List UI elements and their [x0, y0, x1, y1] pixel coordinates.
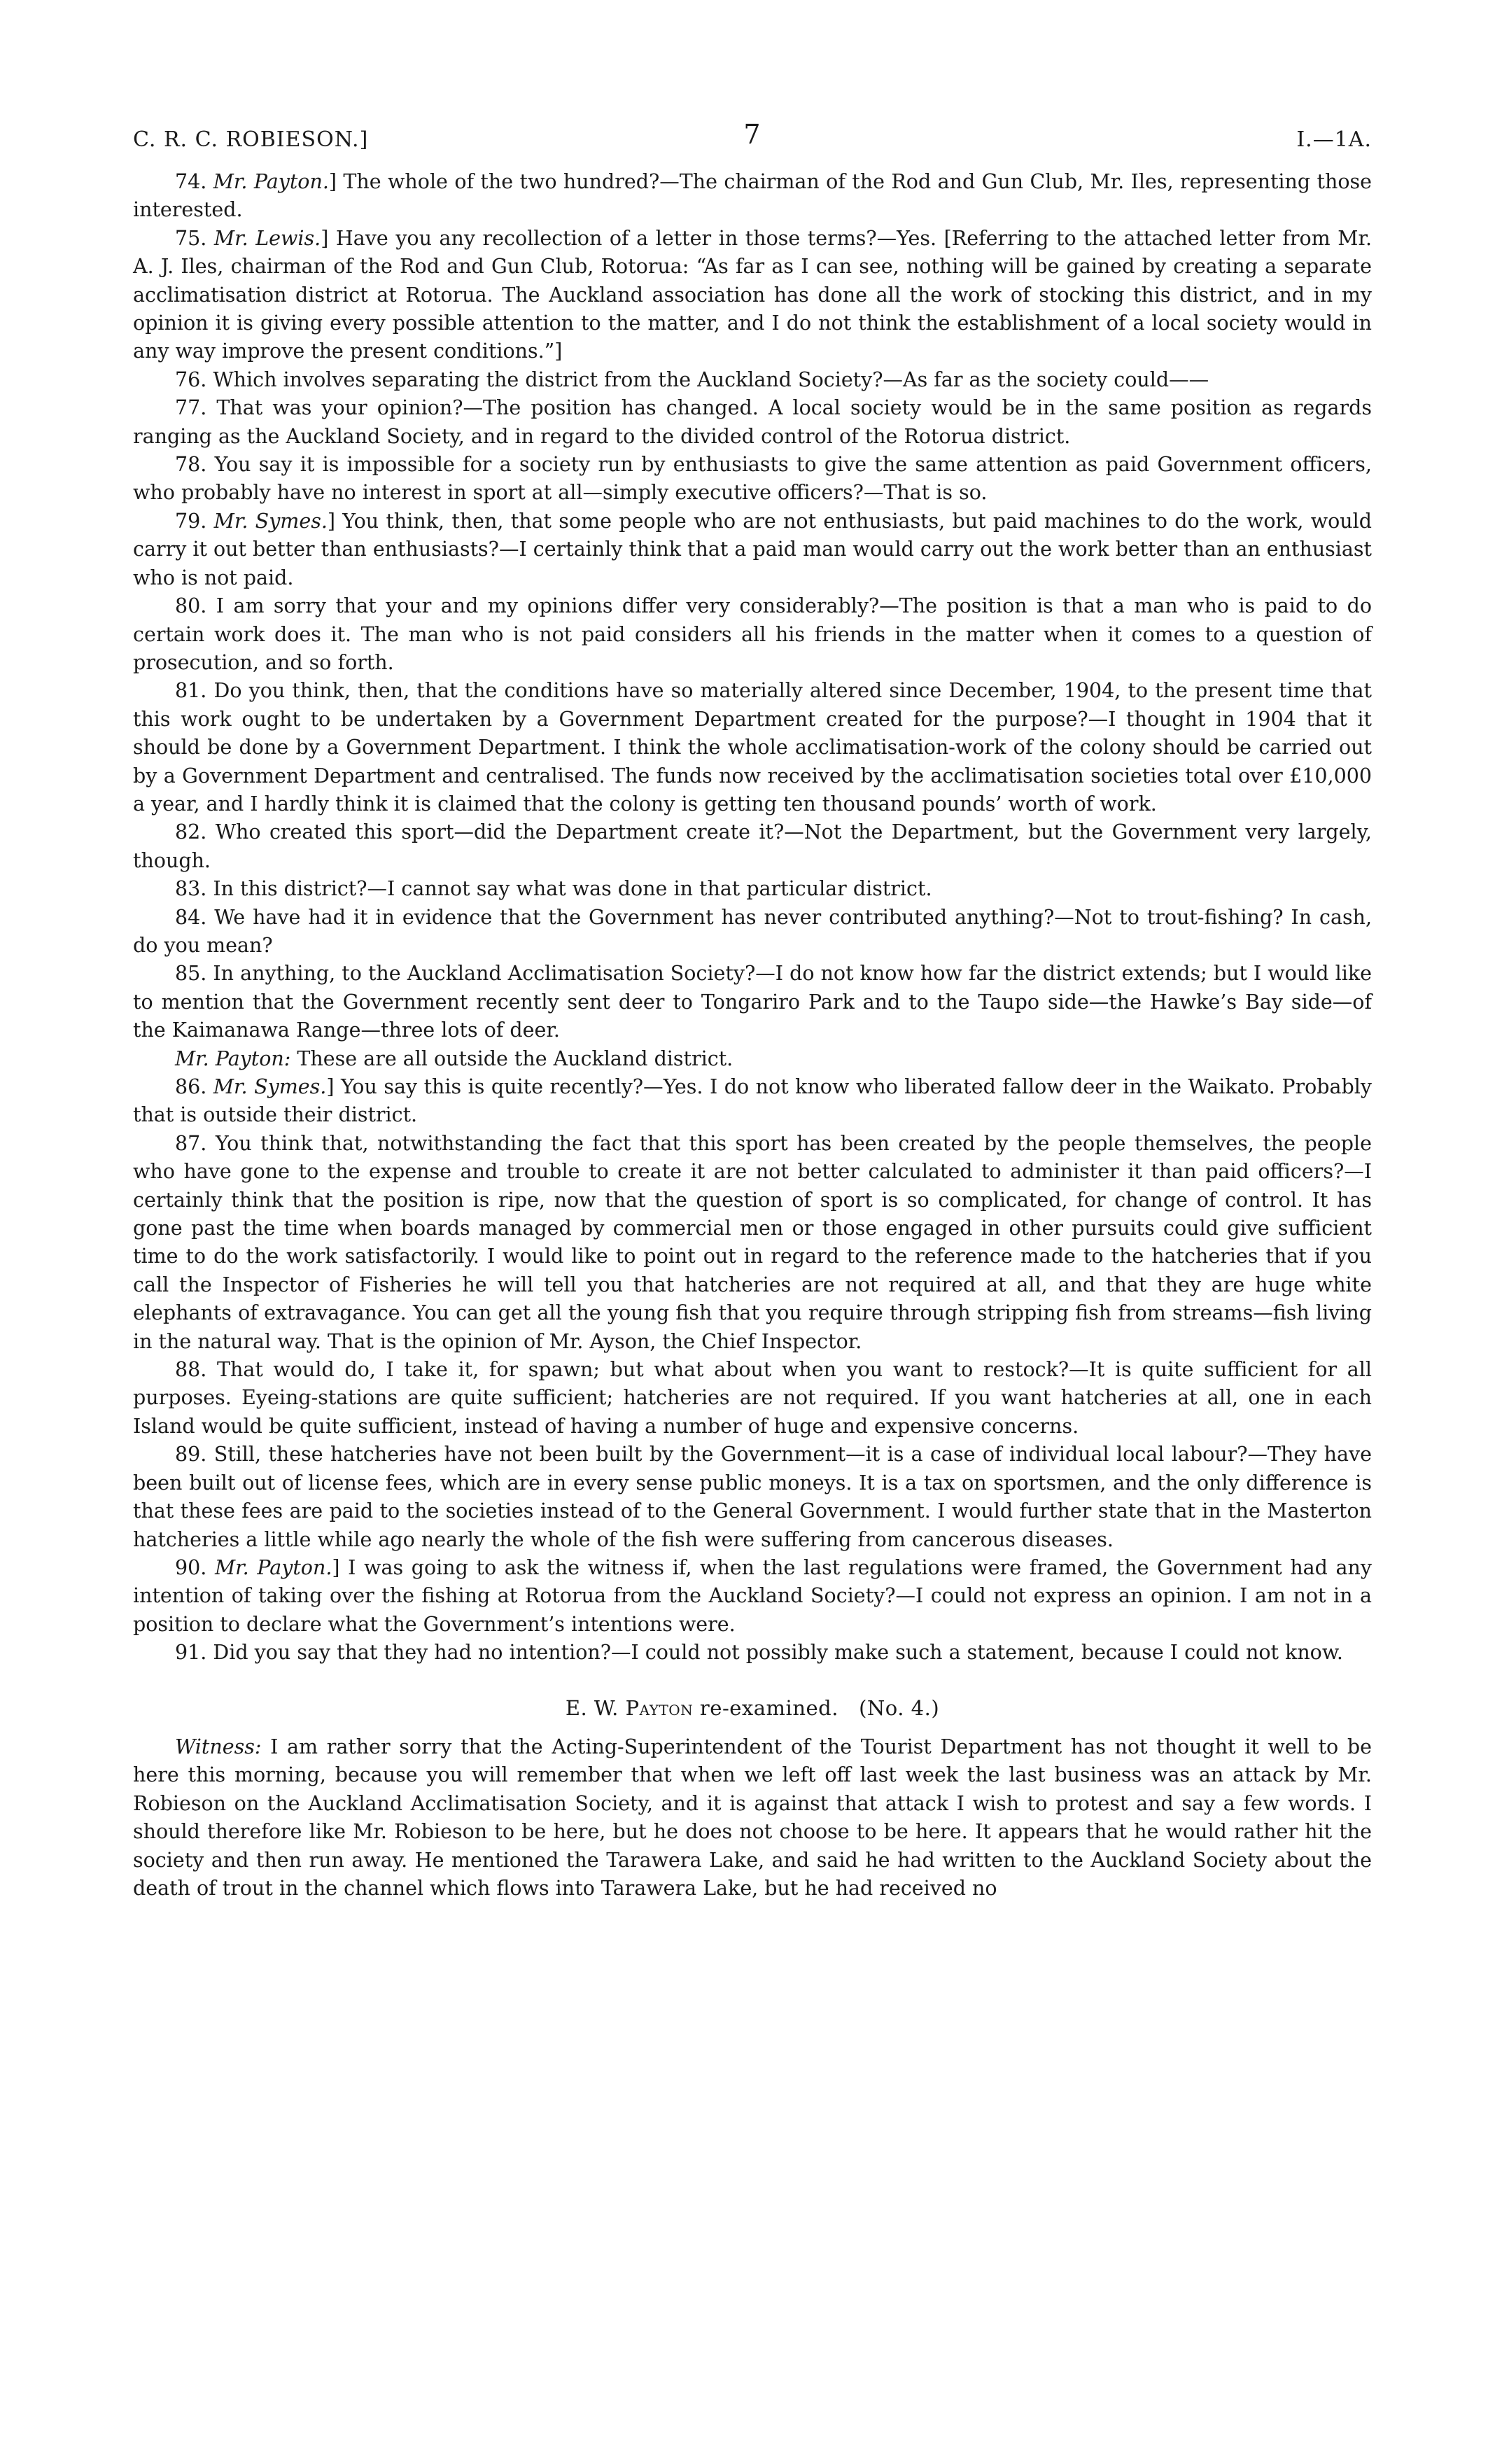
witness-surname: Payton: [625, 1695, 694, 1720]
examination-label: re-examined.: [699, 1695, 838, 1720]
speaker-label: Mr. Payton.: [213, 170, 329, 193]
question-76: 76. Which involves separating the district from the Auckland Society?—As far as the society could——: [175, 368, 1209, 391]
question-86: 86. Mr. Symes.] You say this is quite recently?—Yes. I do not know who liberated fallow deer in the Waikato. Probably that is outside their district.: [133, 1075, 1373, 1127]
question-77: 77. That was your opinion?—The position has changed. A local society would be in the same position as regards ranging as the Auckland Society, and in regard to the divided control of the Rotorua district.: [133, 396, 1372, 448]
witness-statement: Witness: I am rather sorry that the Acting-Superintendent of the Tourist Department has not thought it well to be here this morning, because you will remember that when we left off last week the last business was an attack by Mr. Robieson on the Auckland Acclimatisation Society, and it is against that attack I wish to protest and say a few words. I should therefore like Mr. Robieson to be here, but he does not choose to be here. It appears that he would rather hit the society and then run away. He mentioned the Tarawera Lake, and said he had written to the Auckland Society about the death of trout in the channel which flows into Tarawera Lake, but he had received no: [133, 1735, 1372, 1900]
question-79: 79. Mr. Symes.] You think, then, that some people who are not enthusiasts, but paid machines to do the work, would carry it out better than enthusiasts?—I certainly think that a paid man would carry out the work better than an enthusiast who is not paid.: [133, 509, 1373, 589]
witness-label: Witness:: [175, 1735, 262, 1758]
question-89: 89. Still, these hatcheries have not been built by the Government—it is a case of individual local labour?—They have been built out of license fees, which are in every sense public moneys. It is a tax on sportsmen, and the only difference is that these fees are paid to the societies instead of to the General Government. I would further state that in the Masterton hatcheries a little while ago nearly the whole of the fish were suffering from cancerous diseases.: [133, 1443, 1372, 1551]
document-page: [133, 112, 1372, 1903]
examination-number: (No. 4.): [859, 1695, 940, 1720]
question-83: 83. In this district?—I cannot say what was done in that particular district.: [175, 877, 932, 901]
speaker-label: Mr. Payton.: [214, 1555, 332, 1579]
page-number: 7: [743, 119, 761, 150]
question-91: 91. Did you say that they had no intention?—I could not possibly make such a statement, because I could not know.: [175, 1641, 1343, 1665]
question-78: 78. You say it is impossible for a society run by enthusiasts to give the same attention as paid Government officers, who probably have no interest in sport at all—simply executive officers?—That is so.: [133, 453, 1372, 505]
speaker-label: Mr. Symes.: [213, 509, 328, 533]
question-90: 90. Mr. Payton.] I was going to ask the witness if, when the last regulations were framed, the Government had any intention of taking over the fishing at Rotorua from the Auckland Society?—I could not express an opinion. I am not in a position to declare what the Government’s intentions were.: [133, 1555, 1373, 1636]
speaker-label: Mr. Payton:: [175, 1046, 291, 1070]
question-82: 82. Who created this sport—did the Department create it?—Not the Department, but the Government very largely, though.: [133, 820, 1372, 872]
speaker-label: Mr. Lewis.: [213, 226, 321, 250]
speaker-label: Mr. Symes.: [213, 1075, 327, 1098]
payton-interjection: Mr. Payton: These are all outside the Auckland district.: [175, 1046, 734, 1070]
question-80: 80. I am sorry that your and my opinions differ very considerably?—The position is that a man who is paid to do certain work does it. The man who is not paid considers all his friends in the matter when it comes to a question of prosecution, and so forth.: [133, 594, 1373, 674]
question-87: 87. You think that, notwithstanding the fact that this sport has been created by the people themselves, the people who have gone to the expense and trouble to create it are not better calculated to administer it than paid officers?—I certainly think that the position is ripe, now that the question of sport is so complicated, for change of control. It has gone past the time when boards managed by commercial men or those engaged in other pursuits could give sufficient time to do the work satisfactorily. I would like to point out in regard to the reference made to the hatcheries that if you call the Inspector of Fisheries he will tell you that hatcheries are not required at all, and that they are huge white elephants of extravagance. You can get all the young fish that you require through stripping fish from streams—fish living in the natural way. That is the opinion of Mr. Ayson, the Chief Inspector.: [133, 1131, 1373, 1353]
header-witness-name: C. R. C. ROBIESON.]: [133, 127, 369, 152]
page-header: [133, 112, 1372, 168]
document-reference: I.—1A.: [1296, 127, 1372, 152]
question-81: 81. Do you think, then, that the conditions have so materially altered since December, 1904, to the present time that this work ought to be undertaken by a Government Department created for the purpose?—I thought in 1904 that it should be done by a Government Department. I think the whole acclimatisation-work of the colony should be carried out by a Government Department and centralised. The funds now received by the acclimatisation societies total over £10,000 a year, and I hardly think it is claimed that the colony is getting ten thousand pounds’ worth of work.: [133, 679, 1372, 816]
witness-initials: E. W.: [565, 1695, 619, 1720]
section-heading: [133, 1694, 1372, 1722]
question-75: 75. Mr. Lewis.] Have you any recollection of a letter in those terms?—Yes. [Referring to the attached letter from Mr. A. J. Iles, chairman of the Rod and Gun Club, Rotorua: “As far as I can see, nothing will be gained by creating a separate acclimatisation district at Rotorua. The Auckland association has done all the work of stocking this district, and in my opinion it is giving every possible attention to the matter, and I do not think the establishment of a local society would in any way improve the present conditions.”]: [133, 226, 1373, 363]
question-88: 88. That would do, I take it, for spawn; but what about when you want to restock?—It is quite sufficient for all purposes. Eyeing-stations are quite sufficient; hatcheries are not required. If you want hatcheries at all, one in each Island would be quite sufficient, instead of having a number of huge and expensive concerns.: [133, 1358, 1372, 1438]
transcript-body: [133, 168, 1372, 1903]
question-84: 84. We have had it in evidence that the Government has never contributed anything?—Not to trout-fishing? In cash, do you mean?: [133, 905, 1373, 957]
question-85: 85. In anything, to the Auckland Acclimatisation Society?—I do not know how far the district extends; but I would like to mention that the Government recently sent deer to Tongariro Park and to the Taupo side—the Hawke’s Bay side—of the Kaimanawa Range—three lots of deer.: [133, 962, 1372, 1042]
question-74: 74. Mr. Payton.] The whole of the two hundred?—The chairman of the Rod and Gun Club, Mr. Iles, representing those interested.: [133, 170, 1373, 222]
